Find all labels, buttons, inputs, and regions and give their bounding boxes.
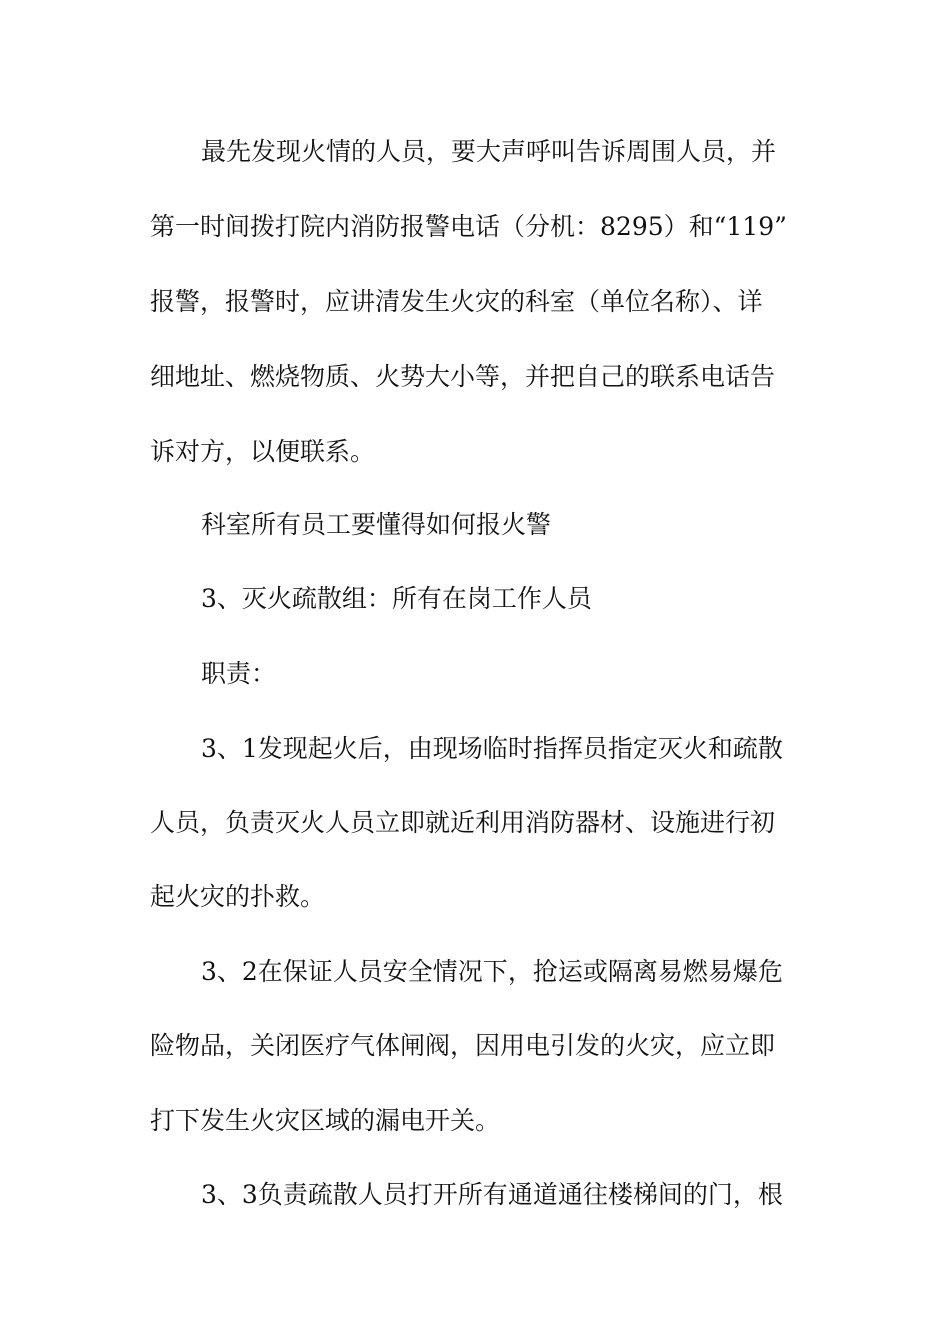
section-heading: 3、灭火疏散组：所有在岗工作人员: [201, 584, 592, 613]
paragraph-line: 报警，报警时，应讲清发生火灾的科室（单位名称）、详: [150, 287, 763, 316]
paragraph-line: 3、3负责疏散人员打开所有通道通往楼梯间的门，根: [201, 1180, 783, 1209]
paragraph-line: 第一时间拨打院内消防报警电话（分机：8295）和“119”: [150, 212, 787, 241]
paragraph-line: 细地址、燃烧物质、火势大小等，并把自己的联系电话告: [150, 362, 776, 391]
paragraph-line: 人员，负责灭火人员立即就近利用消防器材、设施进行初: [150, 808, 776, 837]
paragraph-line: 诉对方，以便联系。: [150, 437, 376, 466]
paragraph-line: 起火灾的扑救。: [150, 882, 326, 911]
paragraph-line: 3、2在保证人员安全情况下，抢运或隔离易燃易爆危: [201, 957, 783, 986]
paragraph-line: 3、1发现起火后，由现场临时指挥员指定灭火和疏散: [201, 734, 783, 763]
duties-label: 职责：: [201, 659, 277, 688]
paragraph-line: 科室所有员工要懂得如何报火警: [201, 510, 552, 539]
paragraph-line: 最先发现火情的人员，要大声呼叫告诉周围人员，并: [201, 137, 777, 166]
paragraph-line: 险物品，关闭医疗气体闸阀，因用电引发的火灾，应立即: [150, 1031, 776, 1060]
paragraph-line: 打下发生火灾区域的漏电开关。: [150, 1106, 501, 1135]
